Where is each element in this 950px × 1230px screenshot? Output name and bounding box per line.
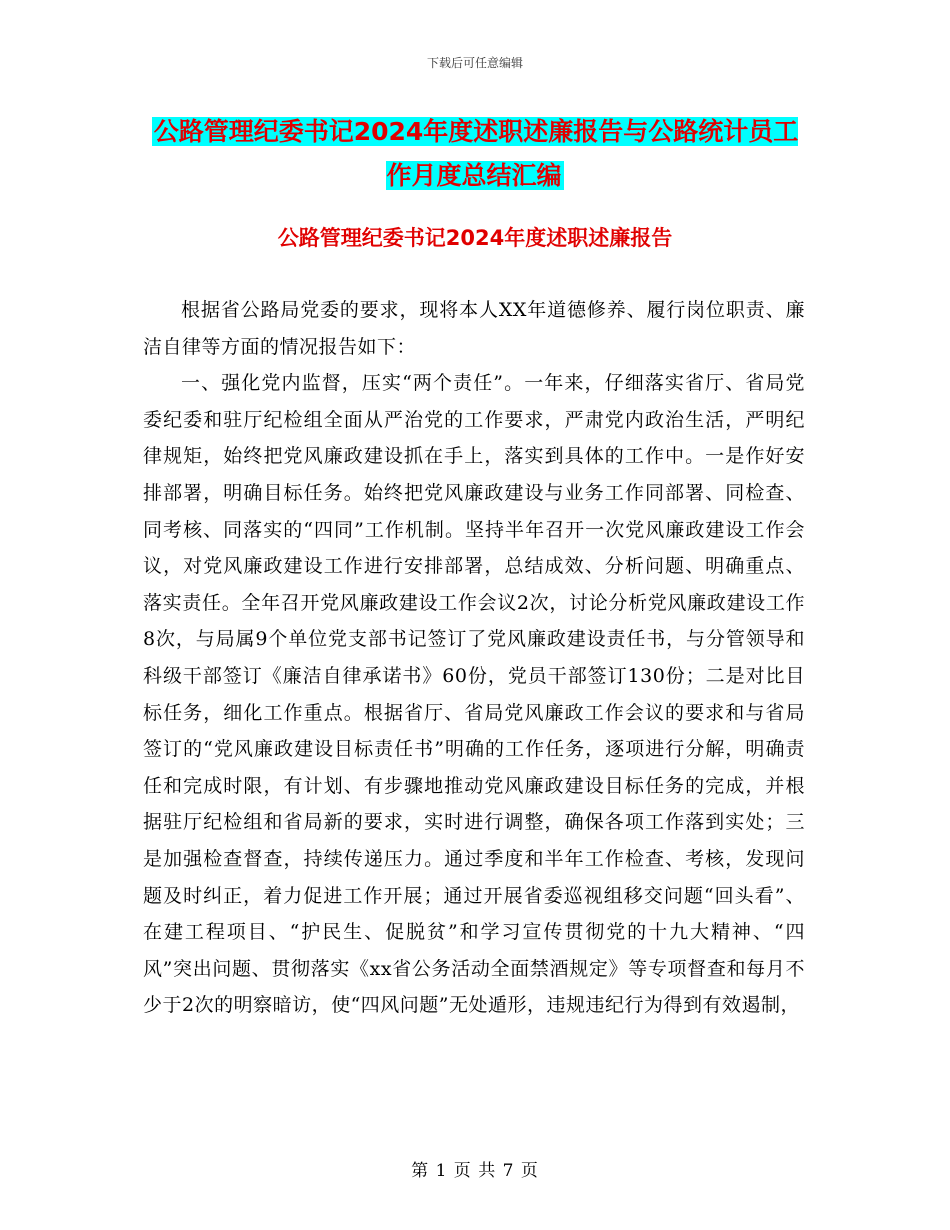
header-note: 下载后可任意编辑 <box>426 56 523 70</box>
document-main-title <box>140 110 810 198</box>
main-title-text: 公路管理纪委书记2024年度述职述廉报告与公路统计员工作月度总结汇编 <box>153 117 799 190</box>
document-body <box>143 292 805 1024</box>
page-footer: 第 1 页 共 7 页 <box>411 1161 539 1181</box>
section-title: 公路管理纪委书记2024年度述职述廉报告 <box>277 226 673 250</box>
paragraph-section-one: 一、强化党内监督，压实“两个责任”。一年来，仔细落实省厅、省局党委纪委和驻厅纪检组全面从严治党的工作要求，严肃党内政治生活，严明纪律规矩，始终把党风廉政建设抓在手上，落实到具体的工作中。一是作好安排部署，明确目标任务。始终把党风廉政建设与业务工作同部署、同检查、同考核、同落实的“四同”工作机制。坚持半年召开一次党风廉政建设工作会议，对党风廉政建设工作进行安排部署，总结成效、分析问题、明确重点、落实责任。全年召开党风廉政建设工作会议2次，讨论分析党风廉政建设工作8次，与局属9个单位党支部书记签订了党风廉政建设责任书，与分管领导和科级干部签订《廉洁自律承诺书》60份，党员干部签订130份；二是对比目标任务，细化工作重点。根据省厅、省局党风廉政工作会议的要求和与省局签订的“党风廉政建设目标责任书”明确的工作任务，逐项进行分解，明确责任和完成时限，有计划、有步骤地推动党风廉政建设目标任务的完成，并根据驻厅纪检组和省局新的要求，实时进行调整，确保各项工作落到实处；三是加强检查督查，持续传递压力。通过季度和半年工作检查、考核，发现问题及时纠正，着力促进工作开展；通过开展省委巡视组移交问题“回头看”、在建工程项目、“护民生、促脱贫”和学习宣传贯彻党的十九大精神、“四风”突出问题、贯彻落实《xx省公务活动全面禁酒规定》等专项督查和每月不少于2次的明察暗访，使“四风问题”无处遁形，违规违纪行为得到有效遏制， <box>143 372 805 1017</box>
paragraph-intro: 根据省公路局党委的要求，现将本人XX年道德修养、履行岗位职责、廉洁自律等方面的情况报告如下： <box>143 299 805 358</box>
